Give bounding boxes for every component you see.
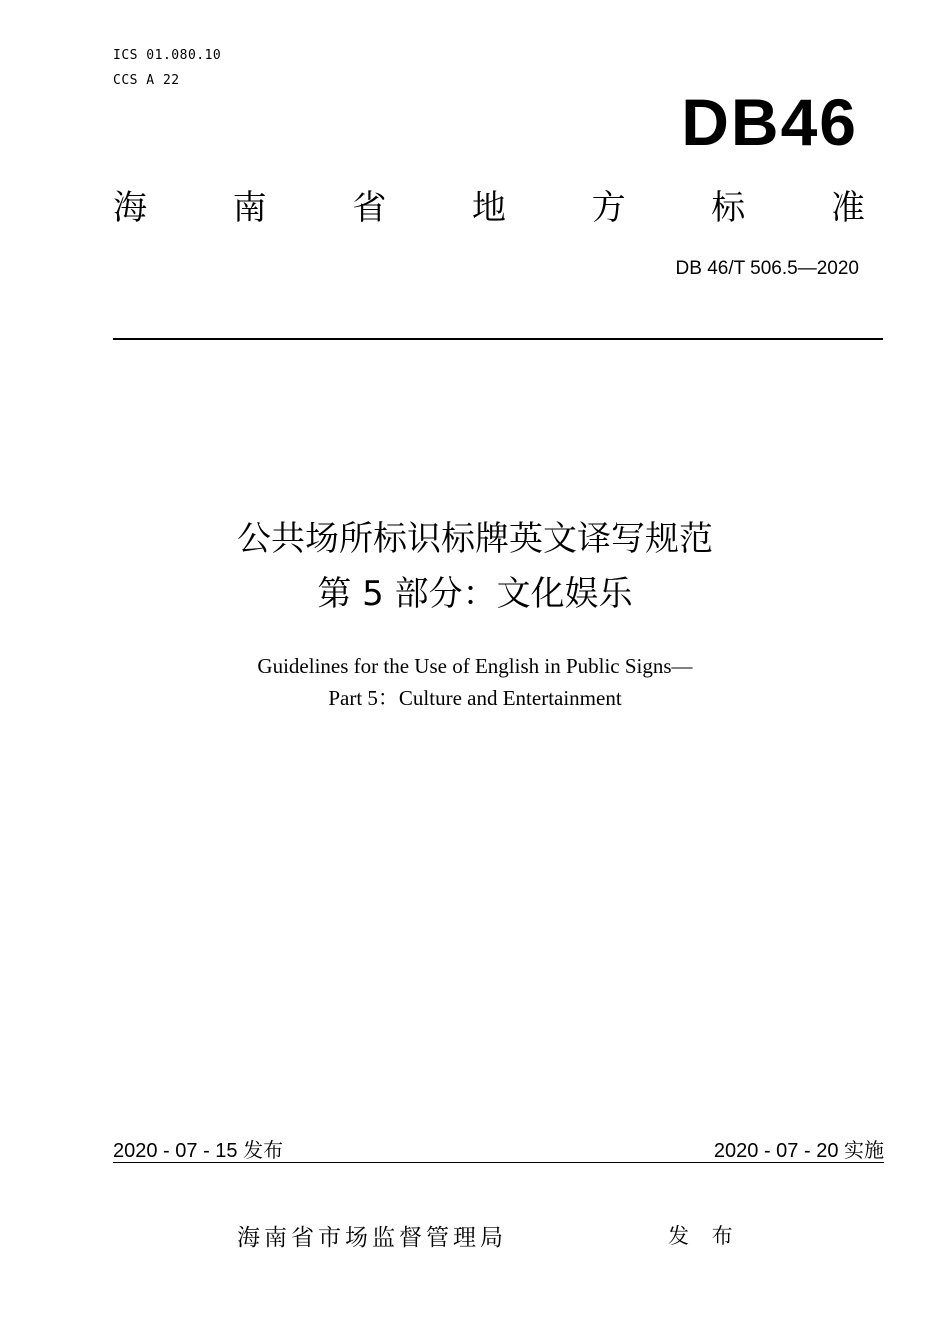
release-date: 2020 - 07 - 15 发布 bbox=[113, 1140, 284, 1162]
ics-code: ICS 01.080.10 bbox=[113, 48, 222, 63]
standard-type-char: 标 bbox=[711, 188, 746, 228]
standard-type-char: 地 bbox=[471, 188, 506, 228]
standard-number: DB 46/T 506.5—2020 bbox=[675, 258, 859, 279]
title-chinese-line-2: 第 5 部分：文化娱乐 bbox=[317, 574, 633, 614]
standard-type-char: 海 bbox=[113, 188, 147, 228]
standard-type-heading bbox=[113, 186, 865, 230]
title-english-line-1: Guidelines for the Use of English in Public Signs— bbox=[257, 654, 693, 678]
title-english-line-2: Part 5：Culture and Entertainment bbox=[328, 686, 622, 710]
footer-divider bbox=[113, 1162, 884, 1163]
standard-type-char: 省 bbox=[352, 188, 387, 228]
issuing-authority: 海南省市场监督管理局 bbox=[237, 1225, 507, 1251]
standard-type-char: 方 bbox=[591, 188, 626, 228]
issued-label: 发 布 bbox=[668, 1224, 741, 1248]
ccs-code: CCS A 22 bbox=[113, 73, 180, 88]
standard-type-char: 准 bbox=[830, 188, 865, 228]
implementation-date: 2020 - 07 - 20 实施 bbox=[713, 1140, 884, 1162]
header-divider bbox=[113, 338, 883, 340]
title-chinese-line-1: 公共场所标识标牌英文译写规范 bbox=[237, 519, 713, 559]
standard-logo: DB46 bbox=[681, 85, 858, 159]
standard-type-char: 南 bbox=[232, 188, 267, 228]
